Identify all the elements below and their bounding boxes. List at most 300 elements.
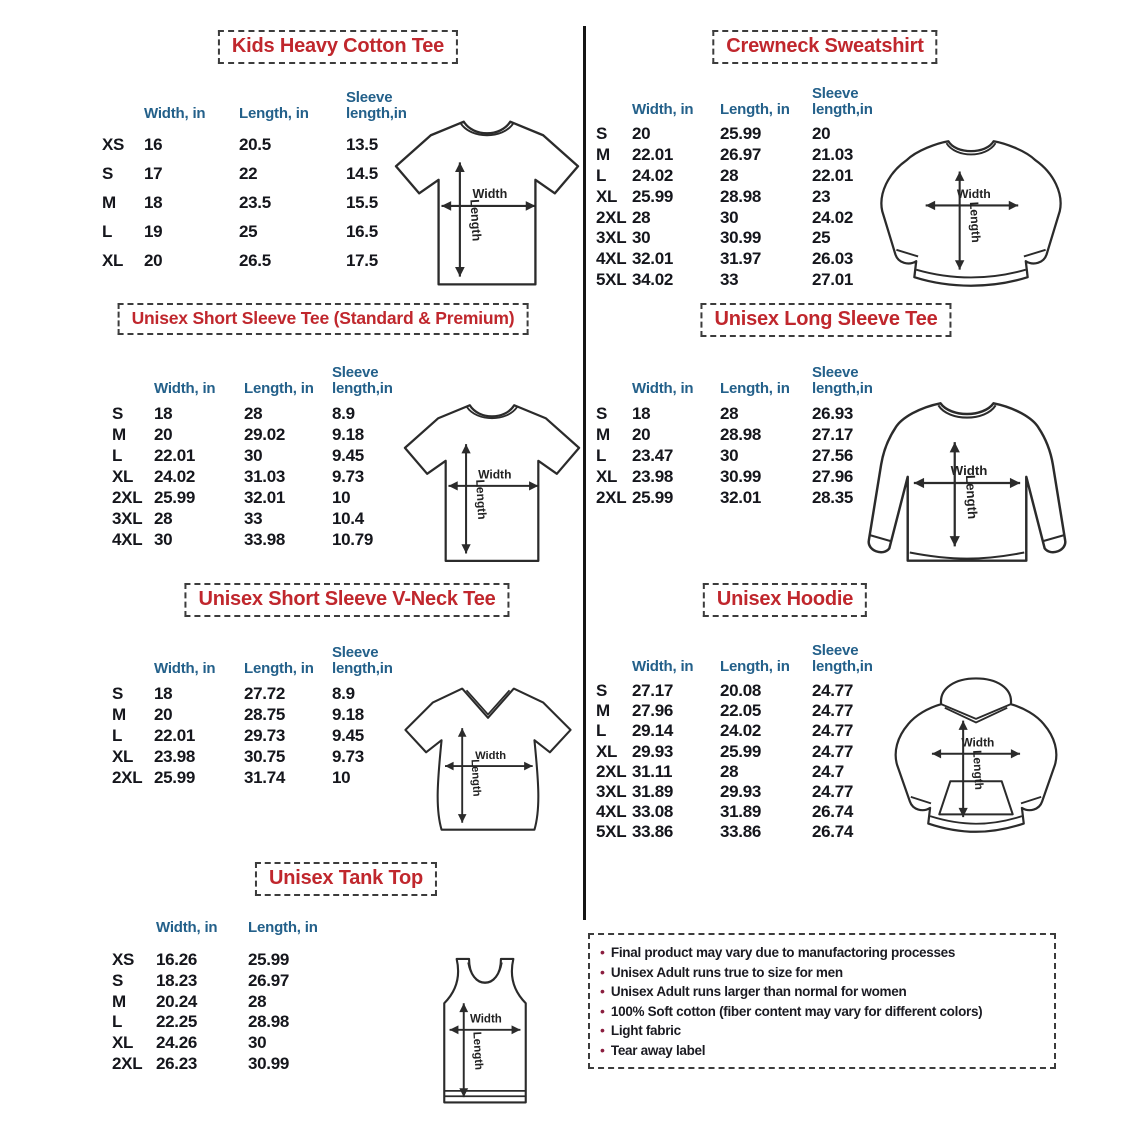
note-text: Unisex Adult runs true to size for men bbox=[610, 964, 843, 980]
size-table bbox=[102, 80, 436, 275]
column-header-sleeve: Sleeve length,in bbox=[332, 644, 393, 677]
tee-diagram bbox=[398, 396, 586, 572]
width-value: 23.98 bbox=[154, 746, 196, 766]
length-value: 28 bbox=[720, 761, 739, 781]
length-value: 25.99 bbox=[720, 124, 762, 144]
table-body bbox=[596, 124, 898, 290]
size-label: M bbox=[112, 991, 126, 1011]
sleeve-value: 26.74 bbox=[812, 822, 854, 842]
size-label: 4XL bbox=[112, 529, 143, 549]
sleeve-value: 24.02 bbox=[812, 207, 854, 227]
long-sleeve-tee-diagram bbox=[852, 391, 1082, 575]
width-value: 20.24 bbox=[156, 991, 198, 1011]
length-value: 33 bbox=[720, 269, 739, 289]
width-label: Width bbox=[472, 187, 508, 202]
length-label: Length bbox=[970, 749, 987, 791]
bullet-icon: • bbox=[600, 983, 605, 999]
size-label: 2XL bbox=[596, 761, 627, 781]
table-row bbox=[596, 762, 898, 782]
width-label: Width bbox=[475, 750, 507, 763]
tank-top-diagram bbox=[423, 948, 547, 1124]
length-value: 28.98 bbox=[720, 186, 762, 206]
table-row bbox=[596, 742, 898, 762]
sleeve-value: 26.03 bbox=[812, 249, 854, 269]
length-value: 20.08 bbox=[720, 681, 762, 701]
sleeve-value: 24.77 bbox=[812, 782, 854, 802]
table-row bbox=[596, 782, 898, 802]
column-header-width: Width, in bbox=[632, 380, 694, 397]
table-row bbox=[596, 802, 898, 822]
section-title bbox=[703, 583, 867, 617]
sleeve-value: 10.79 bbox=[332, 529, 374, 549]
table-header-row bbox=[112, 355, 420, 397]
column-header-sleeve: Sleeve length,in bbox=[812, 642, 873, 675]
column-header-length: Length, in bbox=[720, 101, 790, 118]
width-value: 26.23 bbox=[156, 1053, 198, 1073]
width-value: 30 bbox=[632, 228, 651, 248]
length-value: 26.97 bbox=[720, 145, 762, 165]
table-row bbox=[102, 159, 436, 188]
table-row bbox=[596, 124, 898, 145]
size-table bbox=[112, 355, 420, 550]
length-label: Length bbox=[470, 1031, 485, 1071]
column-header-sleeve: Sleeve length,in bbox=[346, 89, 407, 122]
table-body bbox=[112, 950, 344, 1074]
size-label: 2XL bbox=[596, 487, 627, 507]
table-header-row bbox=[112, 635, 420, 677]
table-body bbox=[596, 681, 898, 843]
sleeve-value: 15.5 bbox=[346, 192, 378, 212]
length-value: 23.5 bbox=[239, 192, 271, 212]
section-title-text: Unisex Short Sleeve Tee (Standard & Premium) bbox=[131, 308, 515, 328]
sleeve-value: 25 bbox=[812, 228, 831, 248]
sleeve-value: 10.4 bbox=[332, 508, 364, 528]
column-header-sleeve: Sleeve length,in bbox=[812, 85, 873, 118]
column-header-length: Length, in bbox=[248, 919, 318, 936]
table-row bbox=[112, 424, 420, 445]
length-value: 31.97 bbox=[720, 249, 762, 269]
table-row bbox=[112, 403, 420, 424]
width-value: 24.26 bbox=[156, 1033, 198, 1053]
size-label: XL bbox=[596, 741, 618, 761]
size-label: 4XL bbox=[596, 802, 627, 822]
sleeve-value: 27.56 bbox=[812, 445, 854, 465]
length-value: 30 bbox=[248, 1033, 267, 1053]
width-value: 27.96 bbox=[632, 701, 674, 721]
table-row bbox=[596, 822, 898, 842]
table-header-row bbox=[102, 80, 436, 122]
column-header-sleeve: Sleeve length,in bbox=[332, 364, 393, 397]
table-body bbox=[112, 403, 420, 550]
sleeve-value: 21.03 bbox=[812, 145, 854, 165]
column-header-width: Width, in bbox=[144, 105, 206, 122]
width-value: 18 bbox=[154, 683, 173, 703]
sweatshirt-diagram bbox=[862, 128, 1080, 298]
column-header-sleeve: Sleeve length,in bbox=[812, 364, 873, 397]
table-row bbox=[596, 207, 898, 228]
sleeve-value: 9.45 bbox=[332, 445, 364, 465]
size-label: S bbox=[596, 124, 608, 144]
table-row bbox=[112, 991, 344, 1012]
table-row bbox=[596, 681, 898, 701]
note-text: Light fabric bbox=[610, 1023, 681, 1038]
size-label: XL bbox=[112, 1033, 134, 1053]
length-value: 28 bbox=[720, 165, 739, 185]
length-value: 30 bbox=[720, 207, 739, 227]
width-value: 20 bbox=[632, 124, 651, 144]
width-value: 19 bbox=[144, 221, 163, 241]
table-row bbox=[112, 683, 420, 704]
length-value: 31.89 bbox=[720, 802, 762, 822]
sleeve-value: 24.77 bbox=[812, 681, 854, 701]
size-table bbox=[112, 635, 420, 788]
sleeve-value: 17.5 bbox=[346, 250, 378, 270]
length-value: 30 bbox=[720, 445, 739, 465]
column-header-width: Width, in bbox=[154, 660, 216, 677]
sleeve-value: 20 bbox=[812, 124, 831, 144]
width-value: 29.14 bbox=[632, 721, 674, 741]
table-row bbox=[112, 950, 344, 971]
table-row bbox=[112, 529, 420, 550]
length-value: 30 bbox=[244, 445, 263, 465]
length-value: 29.02 bbox=[244, 424, 286, 444]
table-row bbox=[102, 246, 436, 275]
length-value: 28 bbox=[244, 403, 263, 423]
size-label: XS bbox=[112, 950, 135, 970]
table-row bbox=[596, 228, 898, 249]
column-header-width: Width, in bbox=[632, 101, 694, 118]
width-value: 22.01 bbox=[154, 725, 196, 745]
width-value: 25.99 bbox=[154, 767, 196, 787]
table-row bbox=[112, 1053, 344, 1074]
size-label: M bbox=[112, 424, 126, 444]
length-value: 26.97 bbox=[248, 971, 290, 991]
column-header-length: Length, in bbox=[720, 380, 790, 397]
length-value: 33.98 bbox=[244, 529, 286, 549]
section-title-text: Unisex Long Sleeve Tee bbox=[714, 308, 938, 330]
width-value: 32.01 bbox=[632, 249, 674, 269]
size-label: 3XL bbox=[596, 228, 627, 248]
width-value: 20 bbox=[154, 704, 173, 724]
length-value: 31.74 bbox=[244, 767, 286, 787]
bullet-icon: • bbox=[600, 963, 605, 980]
section-title-text: Unisex Short Sleeve V-Neck Tee bbox=[198, 588, 496, 610]
column-header-length: Length, in bbox=[244, 380, 314, 397]
sleeve-value: 8.9 bbox=[332, 683, 355, 703]
table-row bbox=[102, 217, 436, 246]
size-label: L bbox=[102, 221, 113, 241]
size-label: S bbox=[112, 403, 124, 423]
column-header-width: Width, in bbox=[632, 658, 694, 675]
length-value: 28 bbox=[720, 403, 739, 423]
size-label: XS bbox=[102, 134, 125, 154]
length-value: 30.99 bbox=[720, 228, 762, 248]
width-value: 17 bbox=[144, 163, 163, 183]
sleeve-value: 23 bbox=[812, 186, 831, 206]
table-row bbox=[112, 725, 420, 746]
note-item bbox=[600, 982, 1044, 1002]
sleeve-value: 28.35 bbox=[812, 487, 854, 507]
size-label: S bbox=[112, 683, 124, 703]
section-title bbox=[700, 303, 951, 337]
column-header-width: Width, in bbox=[154, 380, 216, 397]
table-body bbox=[112, 683, 420, 788]
length-value: 30.99 bbox=[720, 466, 762, 486]
table-row bbox=[596, 186, 898, 207]
size-label: L bbox=[112, 725, 123, 745]
size-label: L bbox=[596, 165, 607, 185]
section-title bbox=[712, 30, 937, 64]
length-label: Length bbox=[962, 474, 981, 520]
size-label: L bbox=[596, 445, 607, 465]
length-value: 28 bbox=[248, 991, 267, 1011]
length-label: Length bbox=[473, 479, 490, 520]
size-label: XL bbox=[596, 186, 618, 206]
note-item bbox=[600, 1021, 1044, 1041]
size-label: M bbox=[596, 145, 610, 165]
table-row bbox=[596, 270, 898, 291]
width-value: 33.86 bbox=[632, 822, 674, 842]
length-value: 25.99 bbox=[720, 741, 762, 761]
bullet-icon: • bbox=[600, 1002, 605, 1019]
sleeve-value: 24.77 bbox=[812, 721, 854, 741]
table-header-row bbox=[596, 633, 898, 675]
width-value: 18 bbox=[144, 192, 163, 212]
note-text: Unisex Adult runs larger than normal for women bbox=[610, 984, 907, 999]
size-label: 2XL bbox=[112, 1053, 143, 1073]
length-value: 31.03 bbox=[244, 466, 286, 486]
section-title bbox=[118, 303, 529, 335]
width-value: 18 bbox=[154, 403, 173, 423]
sleeve-value: 27.01 bbox=[812, 269, 854, 289]
note-list bbox=[600, 943, 1044, 1060]
sleeve-value: 27.17 bbox=[812, 424, 854, 444]
sleeve-value: 9.45 bbox=[332, 725, 364, 745]
sleeve-value: 26.74 bbox=[812, 802, 854, 822]
width-value: 33.08 bbox=[632, 802, 674, 822]
width-value: 18.23 bbox=[156, 971, 198, 991]
column-header-width: Width, in bbox=[156, 919, 218, 936]
width-value: 24.02 bbox=[632, 165, 674, 185]
size-table bbox=[112, 910, 344, 1074]
sleeve-value: 10 bbox=[332, 487, 351, 507]
table-row bbox=[102, 188, 436, 217]
size-table bbox=[596, 76, 898, 290]
size-label: 5XL bbox=[596, 822, 627, 842]
width-value: 25.99 bbox=[632, 487, 674, 507]
size-label: 2XL bbox=[596, 207, 627, 227]
size-label: XL bbox=[112, 746, 134, 766]
size-label: M bbox=[102, 192, 116, 212]
length-value: 20.5 bbox=[239, 134, 271, 154]
width-value: 23.47 bbox=[632, 445, 674, 465]
width-value: 30 bbox=[154, 529, 173, 549]
table-row bbox=[112, 704, 420, 725]
width-value: 28 bbox=[154, 508, 173, 528]
size-label: 5XL bbox=[596, 269, 627, 289]
width-label: Width bbox=[961, 735, 995, 750]
sleeve-value: 24.77 bbox=[812, 741, 854, 761]
section-title bbox=[255, 862, 437, 896]
size-label: 2XL bbox=[112, 767, 143, 787]
sleeve-value: 26.93 bbox=[812, 403, 854, 423]
width-value: 20 bbox=[154, 424, 173, 444]
table-row bbox=[112, 445, 420, 466]
table-row bbox=[112, 487, 420, 508]
width-value: 22.01 bbox=[154, 445, 196, 465]
size-label: M bbox=[596, 424, 610, 444]
length-value: 29.73 bbox=[244, 725, 286, 745]
column-header-length: Length, in bbox=[720, 658, 790, 675]
size-label: XL bbox=[102, 250, 124, 270]
note-item bbox=[600, 963, 1044, 983]
size-label: 3XL bbox=[596, 782, 627, 802]
bullet-icon: • bbox=[600, 1022, 605, 1038]
size-label: M bbox=[112, 704, 126, 724]
width-value: 23.98 bbox=[632, 466, 674, 486]
tee-diagram bbox=[388, 112, 586, 296]
width-value: 27.17 bbox=[632, 681, 674, 701]
length-value: 28.75 bbox=[244, 704, 286, 724]
length-value: 28.98 bbox=[248, 1012, 290, 1032]
size-label: XL bbox=[112, 466, 134, 486]
section-unisex-vneck-tee bbox=[80, 583, 585, 858]
section-unisex-long-sleeve-tee bbox=[590, 303, 1090, 578]
sleeve-value: 9.73 bbox=[332, 746, 364, 766]
size-label: L bbox=[112, 445, 123, 465]
table-body bbox=[102, 130, 436, 275]
width-label: Width bbox=[956, 186, 991, 201]
note-item bbox=[600, 1041, 1044, 1061]
width-value: 20 bbox=[144, 250, 163, 270]
note-item bbox=[600, 943, 1044, 963]
width-value: 25.99 bbox=[632, 186, 674, 206]
hoodie-diagram bbox=[875, 669, 1077, 855]
length-label: Length bbox=[468, 758, 483, 797]
note-item bbox=[600, 1002, 1044, 1022]
length-value: 32.01 bbox=[720, 487, 762, 507]
section-title bbox=[218, 30, 458, 64]
table-row bbox=[596, 721, 898, 741]
bullet-icon: • bbox=[600, 1041, 605, 1058]
length-value: 30.75 bbox=[244, 746, 286, 766]
section-title-text: Crewneck Sweatshirt bbox=[726, 35, 924, 57]
length-value: 26.5 bbox=[239, 250, 271, 270]
table-row bbox=[112, 466, 420, 487]
note-text: Final product may vary due to manufactoring processes bbox=[610, 945, 956, 960]
sleeve-value: 16.5 bbox=[346, 221, 378, 241]
size-label: S bbox=[102, 163, 114, 183]
size-table bbox=[596, 633, 898, 843]
width-value: 22.25 bbox=[156, 1012, 198, 1032]
width-value: 31.89 bbox=[632, 782, 674, 802]
table-row bbox=[112, 508, 420, 529]
size-label: XL bbox=[596, 466, 618, 486]
column-header-length: Length, in bbox=[239, 105, 309, 122]
column-header-length: Length, in bbox=[244, 660, 314, 677]
width-value: 31.11 bbox=[632, 761, 673, 781]
sleeve-value: 9.18 bbox=[332, 424, 364, 444]
sleeve-value: 24.77 bbox=[812, 701, 854, 721]
sleeve-value: 9.18 bbox=[332, 704, 364, 724]
length-value: 27.72 bbox=[244, 683, 286, 703]
length-value: 32.01 bbox=[244, 487, 286, 507]
sleeve-value: 22.01 bbox=[812, 165, 854, 185]
width-value: 22.01 bbox=[632, 145, 674, 165]
note-text: 100% Soft cotton (fiber content may vary for different colors) bbox=[610, 1003, 983, 1019]
width-value: 16 bbox=[144, 134, 163, 154]
section-title-text: Kids Heavy Cotton Tee bbox=[231, 35, 445, 57]
sleeve-value: 14.5 bbox=[346, 163, 378, 183]
table-row bbox=[596, 249, 898, 270]
table-row bbox=[102, 130, 436, 159]
sleeve-value: 8.9 bbox=[332, 403, 355, 423]
section-kids-heavy-cotton-tee bbox=[80, 30, 585, 298]
length-value: 24.02 bbox=[720, 721, 762, 741]
section-title bbox=[184, 583, 509, 617]
length-value: 33 bbox=[244, 508, 263, 528]
section-unisex-hoodie bbox=[590, 583, 1090, 863]
width-value: 24.02 bbox=[154, 466, 196, 486]
table-row bbox=[112, 767, 420, 788]
table-row bbox=[596, 166, 898, 187]
length-value: 30.99 bbox=[248, 1053, 290, 1073]
width-value: 18 bbox=[632, 403, 651, 423]
table-row bbox=[112, 1012, 344, 1033]
table-row bbox=[596, 701, 898, 721]
length-value: 22.05 bbox=[720, 701, 762, 721]
width-value: 29.93 bbox=[632, 741, 674, 761]
sleeve-value: 9.73 bbox=[332, 466, 364, 486]
size-label: 4XL bbox=[596, 249, 627, 269]
width-value: 34.02 bbox=[632, 269, 674, 289]
table-header-row bbox=[112, 910, 344, 936]
length-value: 22 bbox=[239, 163, 258, 183]
size-label: L bbox=[112, 1012, 123, 1032]
size-label: L bbox=[596, 721, 607, 741]
size-label: S bbox=[596, 403, 608, 423]
table-row bbox=[112, 746, 420, 767]
sleeve-value: 24.7 bbox=[812, 761, 844, 781]
length-label: Length bbox=[966, 201, 984, 244]
width-label: Width bbox=[950, 462, 988, 478]
size-label: M bbox=[596, 701, 610, 721]
section-title-text: Unisex Hoodie bbox=[716, 588, 854, 610]
sleeve-value: 10 bbox=[332, 767, 351, 787]
size-label: S bbox=[112, 971, 124, 991]
width-value: 20 bbox=[632, 424, 651, 444]
width-value: 25.99 bbox=[154, 487, 196, 507]
size-label: 2XL bbox=[112, 487, 143, 507]
length-value: 28.98 bbox=[720, 424, 762, 444]
length-value: 29.93 bbox=[720, 782, 762, 802]
length-label: Length bbox=[467, 198, 484, 242]
section-crewneck-sweatshirt bbox=[590, 30, 1090, 298]
sleeve-value: 27.96 bbox=[812, 466, 854, 486]
table-header-row bbox=[596, 76, 898, 118]
length-value: 25.99 bbox=[248, 950, 290, 970]
vneck-tee-diagram bbox=[402, 671, 574, 849]
sleeve-value: 13.5 bbox=[346, 134, 378, 154]
section-unisex-tank-top bbox=[80, 862, 585, 1132]
size-label: 3XL bbox=[112, 508, 143, 528]
width-label: Width bbox=[469, 1013, 502, 1026]
length-value: 25 bbox=[239, 221, 258, 241]
size-label: S bbox=[596, 681, 608, 701]
bullet-icon: • bbox=[600, 944, 605, 960]
section-title-text: Unisex Tank Top bbox=[268, 867, 424, 889]
note-text: Tear away label bbox=[610, 1042, 706, 1058]
